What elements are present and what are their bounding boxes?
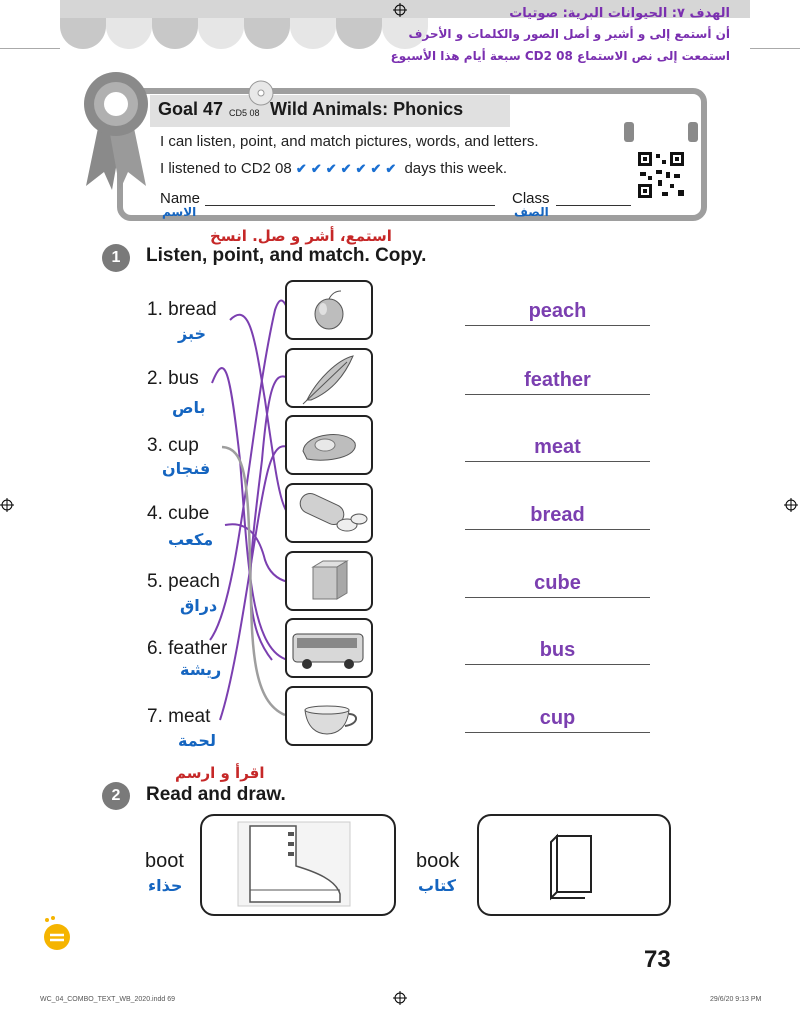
draw-box-boot[interactable] (200, 814, 396, 916)
registration-mark-icon (393, 990, 407, 1004)
bus-icon (287, 620, 371, 676)
publisher-logo-icon (40, 915, 74, 955)
word-cube-arabic: مكعب (168, 530, 214, 549)
tick-icon[interactable]: ✔ (355, 161, 367, 176)
bread-icon (287, 485, 371, 541)
picture-box-bus[interactable] (285, 618, 373, 678)
picture-box-bread[interactable] (285, 483, 373, 543)
name-arabic: الاسم (162, 205, 197, 219)
word-feather-arabic: ريشة (180, 660, 222, 679)
word-meat-arabic: لحمة (178, 731, 216, 750)
word-boot: boot (145, 850, 184, 872)
tick-icon[interactable]: ✔ (370, 161, 382, 176)
goal-cd-label: CD5 08 (229, 108, 260, 118)
cube-icon (287, 553, 371, 609)
goal-number: Goal 47 (158, 99, 224, 119)
word-feather: 6. feather (147, 638, 228, 659)
goal-arabic-title: الهدف ٧: الحيوانات البرية: صوتيات (509, 6, 730, 21)
listening-log-prefix: I listened to CD2 08 (160, 160, 292, 177)
class-label: Class (512, 190, 550, 207)
tick-icon[interactable]: ✔ (340, 161, 352, 176)
name-label: Name (160, 190, 201, 207)
answer-3[interactable]: meat (465, 435, 650, 462)
draw-box-book[interactable] (477, 814, 671, 916)
answer-2[interactable]: feather (465, 368, 650, 395)
picture-box-feather[interactable] (285, 348, 373, 408)
word-boot-arabic: حذاء (148, 876, 183, 895)
section2-title: Read and draw. (146, 784, 286, 805)
listened-arabic: استمعت إلى نص الاستماع CD2 08 سبعة أيام هذا الأسبوع (390, 49, 730, 63)
meat-icon (287, 417, 371, 473)
answer-1[interactable]: peach (465, 299, 650, 326)
section1-number: 1 (102, 244, 130, 272)
book-icon (479, 816, 667, 912)
word-cube: 4. cube (147, 503, 210, 524)
word-bread: 1. bread (147, 299, 217, 320)
listening-log-suffix: days this week. (404, 160, 507, 177)
word-cup: 3. cup (147, 435, 199, 456)
answer-7[interactable]: cup (465, 706, 650, 733)
boot-icon (202, 816, 392, 912)
word-bread-arabic: خبز (178, 324, 207, 343)
registration-mark-icon (784, 497, 798, 511)
word-peach-arabic: دراق (180, 596, 218, 615)
cup-icon (287, 688, 371, 744)
feather-icon (287, 350, 371, 406)
goal-statement: I can listen, point, and match pictures, words, and letters. (160, 133, 539, 150)
word-book: book (416, 850, 460, 872)
word-book-arabic: كتاب (418, 876, 456, 895)
registration-mark-icon (0, 497, 14, 511)
word-bus: 2. bus (147, 368, 199, 389)
tick-icon[interactable]: ✔ (325, 161, 337, 176)
peach-icon (287, 282, 371, 338)
section1-title-arabic: استمع، أشر و صل. انسخ (210, 227, 392, 245)
picture-box-meat[interactable] (285, 415, 373, 475)
word-bus-arabic: باص (172, 398, 206, 417)
section1-title: Listen, point, and match. Copy. (146, 245, 427, 266)
section2-title-arabic: اقرأ و ارسم (175, 764, 265, 782)
section2-number: 2 (102, 782, 130, 810)
picture-box-peach[interactable] (285, 280, 373, 340)
answer-4[interactable]: bread (465, 503, 650, 530)
instruction-arabic: أن أستمع إلى و أشير و أصل الصور والكلمات و الأحرف (408, 27, 730, 41)
answer-5[interactable]: cube (465, 571, 650, 598)
tick-icon[interactable]: ✔ (295, 161, 307, 176)
answer-6[interactable]: bus (465, 638, 650, 665)
word-peach: 5. peach (147, 571, 220, 592)
picture-box-cup[interactable] (285, 686, 373, 746)
word-meat: 7. meat (147, 706, 211, 727)
goal-subtitle: Wild Animals: Phonics (270, 99, 464, 119)
footer-timestamp: 29/6/20 9:13 PM (710, 996, 762, 1003)
page-number: 73 (644, 946, 671, 973)
tick-icon[interactable]: ✔ (310, 161, 322, 176)
picture-box-cube[interactable] (285, 551, 373, 611)
footer-file-info: WC_04_COMBO_TEXT_WB_2020.indd 69 (40, 996, 176, 1003)
tick-icon[interactable]: ✔ (385, 161, 397, 176)
word-cup-arabic: فنجان (162, 459, 211, 478)
class-arabic: الصف (514, 205, 549, 219)
